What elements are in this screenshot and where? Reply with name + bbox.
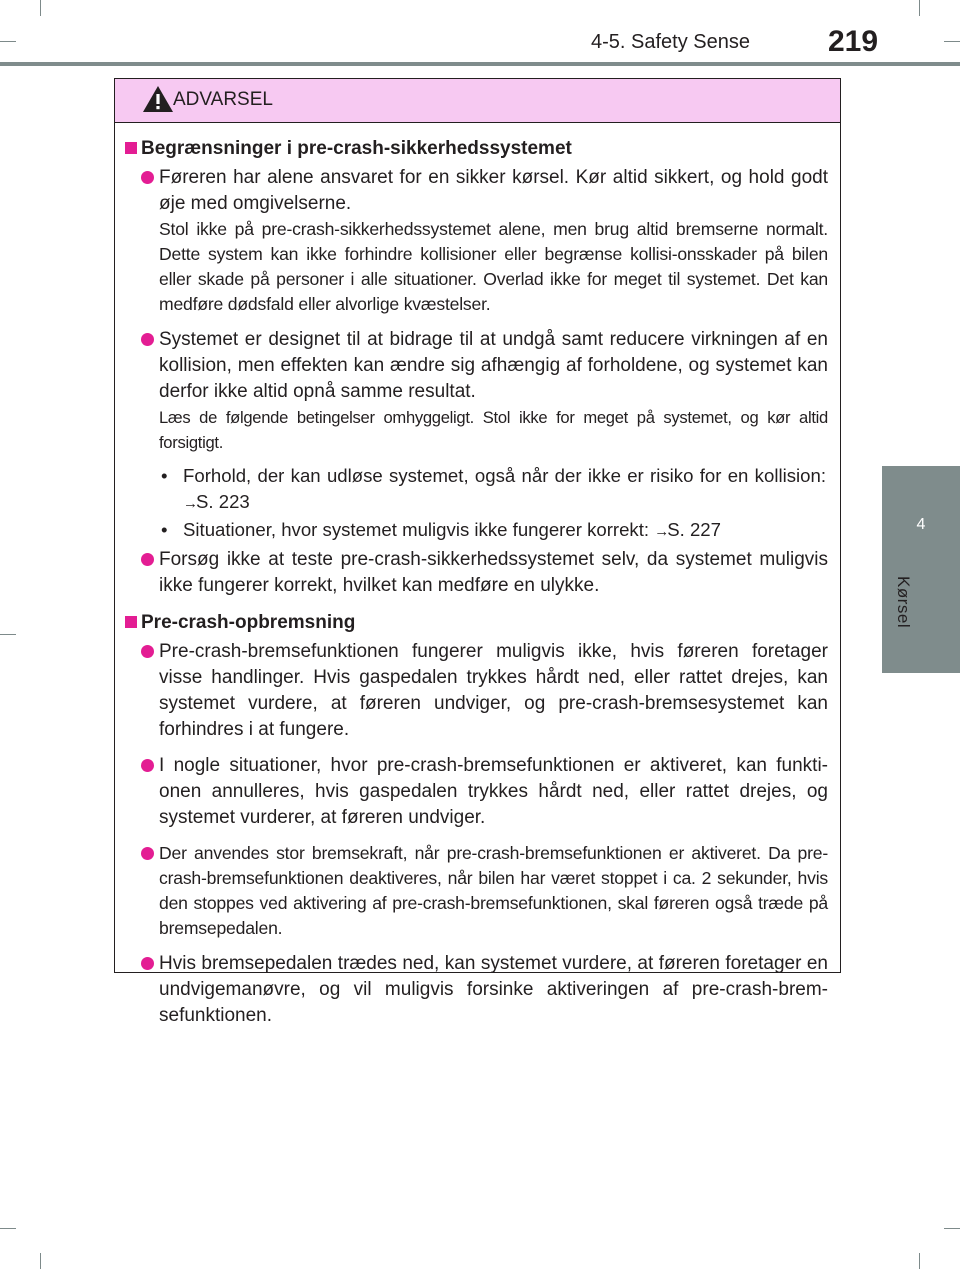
circle-bullet-icon [141, 333, 154, 346]
square-bullet-icon [125, 142, 137, 154]
bullet-text: Hvis bremsepedalen trædes ned, kan systemet vurdere, at føreren foretager en undvigemanøvre, og vil muligvis forsinke aktiveringen af pre-crash-brem-sefunktionen. [159, 953, 828, 1026]
sub-item: • Situationer, hvor systemet muligvis ikke fungerer korrekt: →S. 227 [115, 517, 828, 545]
chapter-tab [882, 466, 960, 673]
warning-triangle-icon [142, 84, 174, 114]
bullet-item [115, 639, 828, 743]
circle-bullet-icon [141, 553, 154, 566]
section-heading: Pre-crash-opbremsning [115, 609, 828, 636]
bullet-item [115, 327, 828, 455]
page-reference: S. 223 [196, 491, 250, 512]
circle-bullet-icon [141, 645, 154, 658]
bullet-text: Forsøg ikke at teste pre-crash-sikkerhedssystemet selv, da systemet muligvis ikke fungerer korrekt, hvilket kan medføre en ulykke. [159, 549, 828, 596]
crop-mark [944, 1228, 960, 1229]
bullet-text: I nogle situationer, hvor pre-crash-bremsefunktionen er aktiveret, kan funkti-onen annulleres, hvis gaspedalen trykkes hårdt ned, eller rattet drejes, og systemet vurderer, at føreren undviger. [159, 755, 828, 828]
bullet-item [115, 951, 828, 1029]
crop-mark [944, 41, 960, 42]
bullet-text: Pre-crash-bremsefunktionen fungerer muligvis ikke, hvis føreren foretager visse handlinger. Hvis gaspedalen trykkes hårdt ned, eller rattet drejes, kan systemet vurdere, at føreren undviger, og pre-crash-bremsesystemet kan forhindres i at fungere. [159, 641, 828, 740]
sub-item: • Forhold, der kan udløse systemet, også når der ikke er risiko for en kollision: →S. 223 [161, 465, 826, 512]
crop-mark [0, 41, 16, 42]
arrow-right-icon: → [183, 495, 196, 512]
bullet-item [115, 753, 828, 831]
bullet-text: Systemet er designet til at bidrage til at undgå samt reducere virkningen af en kollision, men effekten kan ændre sig afhængig af forholdene, og systemet kan derfor ikke altid opnå samme resultat. [159, 329, 828, 402]
page-number: 219 [828, 25, 879, 58]
bullet-text: Læs de følgende betingelser omhyggeligt. Stol ikke for meget på systemet, og kør altid forsigtigt. [159, 408, 828, 452]
square-bullet-icon [125, 616, 137, 628]
bullet-item [115, 547, 828, 599]
sub-bullet-mark: • [161, 519, 168, 540]
circle-bullet-icon [141, 847, 154, 860]
chapter-label: Kørsel [894, 576, 913, 629]
warning-title: ADVARSEL [173, 89, 273, 110]
circle-bullet-icon [141, 957, 154, 970]
arrow-right-icon: → [654, 523, 668, 540]
header-rule [0, 62, 960, 66]
bullet-item [115, 165, 828, 317]
crop-mark [0, 634, 16, 635]
sub-bullet-mark: • [161, 465, 168, 486]
section-title: 4-5. Safety Sense [591, 31, 750, 53]
crop-mark [40, 0, 41, 16]
chapter-number: 4 [916, 516, 926, 533]
crop-mark [919, 1253, 920, 1269]
bullet-item [115, 841, 828, 941]
crop-mark [919, 0, 920, 16]
circle-bullet-icon [141, 171, 154, 184]
bullet-text: Stol ikke på pre-crash-sikkerhedssystemet alene, men brug altid bremserne normalt. Dette system kan ikke forhindre kollisioner eller begrænse kollisi-onsskader på bilen eller skade på personer i alle situationer. Overlad ikke for meget til systemet. Det kan medføre dødsfald eller alvorlige kvæstelser. [159, 219, 828, 314]
section-heading: Begrænsninger i pre-crash-sikkerhedssystemet [115, 135, 828, 162]
warning-box [114, 78, 841, 1026]
page-reference: S. 227 [667, 519, 721, 540]
warning-body [115, 135, 840, 1039]
bullet-text: Der anvendes stor bremsekraft, når pre-crash-bremsefunktionen er aktiveret. Da pre-crash-bremsefunktionen deaktiveres, når bilen har været stoppet i ca. 2 sekunder, hvis den stoppes ved aktivering af pre-crash-bremsefunktionen, skal føreren også træde på bremsepedalen. [159, 843, 828, 938]
bullet-text: Føreren har alene ansvaret for en sikker kørsel. Kør altid sikkert, og hold godt øje med omgivelserne. [159, 167, 828, 214]
crop-mark [0, 1228, 16, 1229]
warning-header [115, 79, 840, 123]
crop-mark [40, 1253, 41, 1269]
circle-bullet-icon [141, 759, 154, 772]
